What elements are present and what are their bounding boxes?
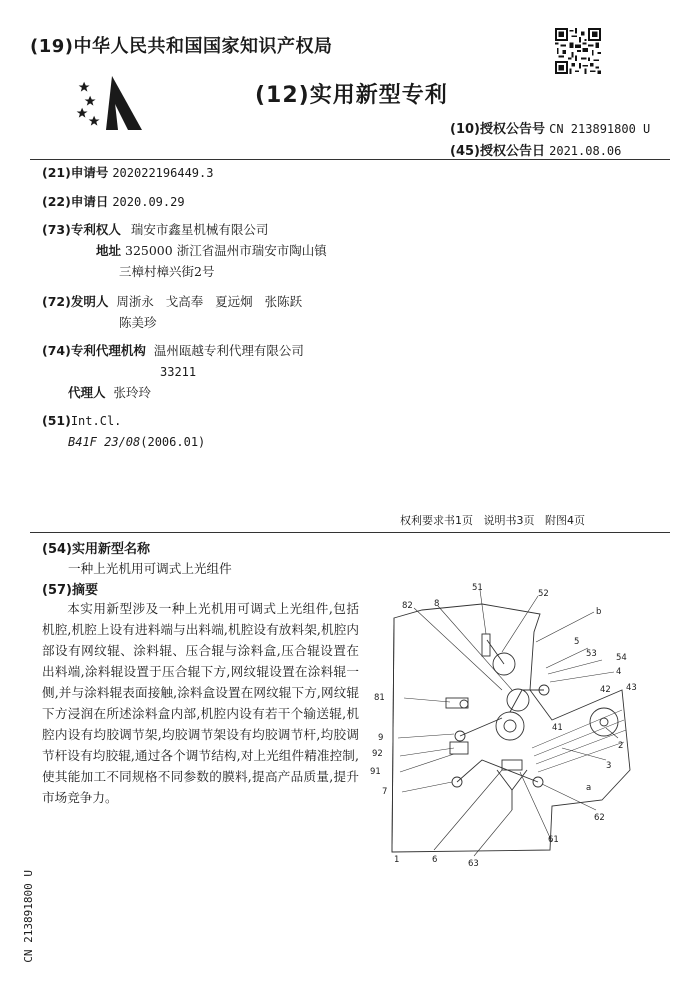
inventor-names: 周浙永 戈高奉 夏远炯 张陈跃 <box>116 294 303 309</box>
figure-label-82: 82 <box>402 601 413 611</box>
figure-label-a: a <box>586 783 592 793</box>
agency-name: 温州瓯越专利代理有限公司 <box>153 343 304 358</box>
figure-label-7: 7 <box>382 787 388 797</box>
utility-model-title: 一种上光机用可调式上光组件 <box>68 561 232 576</box>
section-divider <box>30 532 670 533</box>
inid-code: (57) <box>42 583 72 598</box>
ipc-class-row <box>68 432 205 452</box>
agent-row <box>68 383 151 402</box>
publication-date: 2021.08.06 <box>549 144 622 158</box>
figure-label-61: 61 <box>548 835 559 845</box>
agency-code: 33211 <box>160 365 197 379</box>
agency-row <box>42 341 304 360</box>
figure-label-51: 51 <box>472 583 483 593</box>
agent-name: 张玲玲 <box>113 385 152 400</box>
patentee-row <box>42 220 268 239</box>
abstract-heading <box>42 579 98 598</box>
application-number-row <box>42 163 213 183</box>
figure-label-41: 41 <box>552 723 563 733</box>
inid-code: (51) <box>42 413 71 428</box>
publication-date-row <box>450 140 621 159</box>
figure-label-2: 2 <box>618 741 624 751</box>
figure-label-91: 91 <box>370 767 381 777</box>
field-label: 专利代理机构 <box>70 343 146 358</box>
figure-label-6: 6 <box>432 855 438 865</box>
office-logo-icon <box>72 72 152 134</box>
roller-3 <box>496 712 524 740</box>
field-label: 发明人 <box>70 294 109 309</box>
filing-date: 2020.09.29 <box>112 195 185 209</box>
publication-number: CN 213891800 U <box>549 122 651 136</box>
publication-number-label: (10)授权公告号 <box>450 122 545 137</box>
header-divider <box>30 159 670 160</box>
ipc-class: B41F 23/08 <box>68 435 141 449</box>
title-heading <box>42 538 150 557</box>
figure-label-81: 81 <box>374 693 385 703</box>
figure-label-54: 54 <box>616 653 627 663</box>
figure-label-8: 8 <box>434 599 440 609</box>
figure-label-63: 63 <box>468 859 479 869</box>
ipc-version: (2006.01) <box>140 435 206 449</box>
inid-code: (22) <box>42 194 71 209</box>
inid-code: (74) <box>42 343 71 358</box>
filing-date-row <box>42 192 185 212</box>
inid-code: (21) <box>42 165 71 180</box>
inid-code: (72) <box>42 294 71 309</box>
document-type: (12)实用新型专利 <box>255 83 448 108</box>
page-count-info: 权利要求书1页 说明书3页 附图4页 <box>400 514 585 527</box>
section-label: 实用新型名称 <box>71 542 150 557</box>
figure-label-43: 43 <box>626 683 637 693</box>
inventors-line-2: 陈美珍 <box>119 315 157 330</box>
figure-label-62: 62 <box>594 813 605 823</box>
inid-code: (54) <box>42 542 72 557</box>
figure-label-b: b <box>596 607 602 617</box>
issuing-office: (19)中华人民共和国国家知识产权局 <box>30 36 333 57</box>
field-label: 申请日 <box>70 194 109 209</box>
patentee-name: 瑞安市鑫星机械有限公司 <box>130 222 269 237</box>
figure-label-53: 53 <box>586 649 597 659</box>
figure-label-9: 9 <box>378 733 384 743</box>
figure-label-5: 5 <box>574 637 580 647</box>
field-label: Int.Cl. <box>70 414 122 428</box>
field-label: 专利权人 <box>70 222 121 237</box>
figure-label-92: 92 <box>372 749 383 759</box>
agency-number <box>160 362 196 382</box>
application-number: 202022196449.3 <box>112 166 214 180</box>
publication-number-row <box>450 118 650 137</box>
qr-code-icon[interactable] <box>555 28 601 74</box>
figure-label-52: 52 <box>538 589 549 599</box>
roller-8 <box>507 689 529 711</box>
abstract-figure <box>362 570 662 870</box>
abstract-body <box>42 598 359 808</box>
section-label: 摘要 <box>71 583 98 598</box>
figure-label-42: 42 <box>600 685 611 695</box>
inid-code: (73) <box>42 222 71 237</box>
figure-label-1: 1 <box>394 855 400 865</box>
address-line-2: 三樟村樟兴街2号 <box>119 264 215 279</box>
field-label: 地址 <box>96 243 122 258</box>
roller-81 <box>460 700 468 708</box>
publication-date-label: (45)授权公告日 <box>450 144 545 159</box>
abstract-text: 本实用新型涉及一种上光机用可调式上光组件,包括机腔,机腔上设有进料端与出料端,机腔设有放料架,机腔内部设有网纹辊、涂料辊、压合辊与涂料盒,压合辊设置在出料端,涂料辊设置于压合辊下方,网纹辊设置在涂料辊一侧,并与涂料辊表面接触,涂料盒设置在网纹辊下方,网纹辊下方浸润在所述涂料盒内部,机腔内设有若干个输送辊,机腔内设有均胶调节架,均胶调节架设有均胶调节杆,均胶调节杆设有均胶辊,通过各个调节结构,对上光组件精准控制,使其能加工不同规格不同参数的膜料,提高产品质量,提升市场竞争力。 <box>42 601 359 805</box>
side-publication-number: CN 213891800 U <box>22 870 35 963</box>
inventors-row <box>42 292 302 311</box>
field-label: 代理人 <box>68 385 106 400</box>
figure-label-3: 3 <box>606 761 612 771</box>
ipc-row <box>42 411 121 431</box>
field-label: 申请号 <box>70 165 109 180</box>
figure-label-4: 4 <box>616 667 622 677</box>
address-line: 325000 浙江省温州市瑞安市陶山镇 <box>125 243 327 258</box>
address-row <box>96 241 327 260</box>
